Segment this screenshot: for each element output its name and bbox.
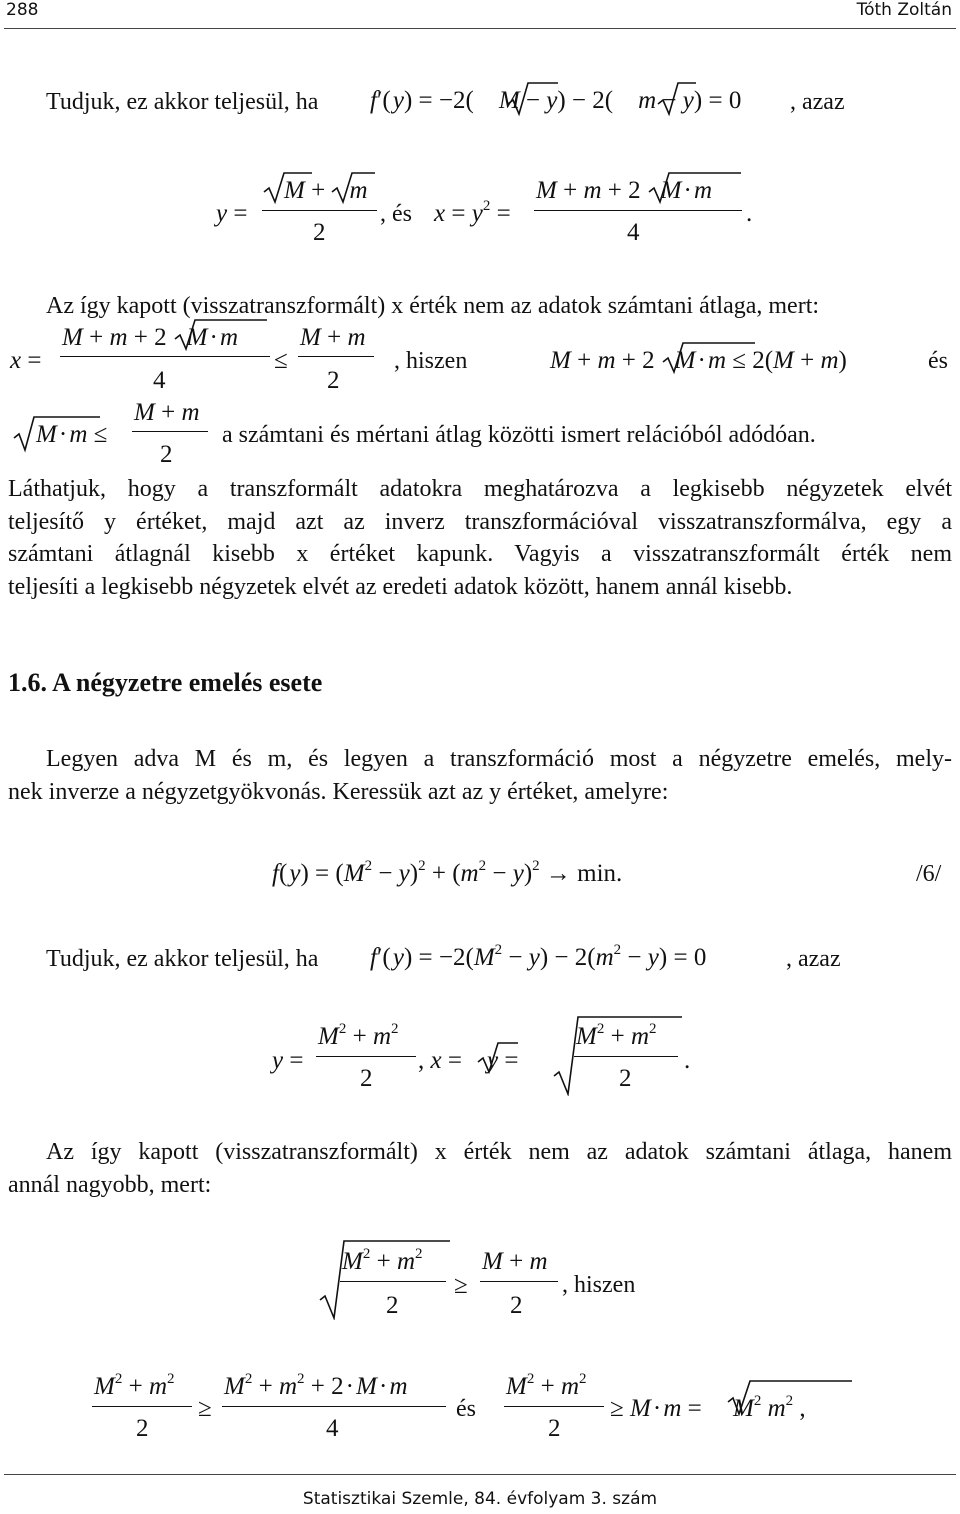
text-line: Láthatjuk, hogy a transzformált adatokra meghatározva a legkisebb négyzetek elvét: [8, 476, 952, 502]
fraction-bar: [534, 210, 742, 211]
math-y-equals: y =: [216, 200, 248, 227]
min-label: min.: [577, 860, 623, 887]
section-heading: 1.6. A négyzetre emelés esete: [8, 668, 323, 697]
fraction-bar: [480, 1281, 558, 1282]
numerator: M + m: [300, 324, 366, 351]
numerator: $M^2 + m^2$: [576, 1021, 657, 1050]
p8-tail-text: , azaz: [786, 946, 841, 972]
header-rule: [4, 28, 956, 29]
numerator: $M^2 + m^2 + 2$ · M · m: [224, 1371, 408, 1400]
sqrt-sign: [173, 317, 267, 353]
denominator: 2: [619, 1065, 632, 1092]
p11-es: és: [456, 1396, 476, 1422]
equation-derivative-1: f′( y) = −2( M − y) − 2( m − y) = 0: [370, 87, 742, 114]
math-sqrt-Mm: M · m ≤: [36, 421, 108, 448]
denominator: 2: [327, 367, 340, 394]
p10-hiszen: , hiszen: [562, 1272, 636, 1298]
numerator: M + m: [482, 1248, 548, 1275]
sqrt-sign: [506, 80, 558, 118]
denominator: 2: [136, 1415, 149, 1442]
fraction-bar: [222, 1406, 446, 1407]
math-am-gm: ≥ M · m = $M^2$ $m^2$ ,: [610, 1393, 806, 1422]
fraction-bar: [60, 356, 270, 357]
denominator: 2: [160, 441, 173, 468]
footer-rule: [4, 1474, 956, 1475]
math-x-equals: x =: [10, 347, 42, 374]
denominator: 4: [326, 1415, 339, 1442]
math-x-equals: $x = y^2$ =: [434, 198, 511, 227]
p1-tail-text: , azaz: [790, 89, 845, 115]
text-line: teljesítő y értéket, majd azt az inverz transzformációval visszatranszformálva, egy a: [8, 508, 952, 535]
sqrt-sign: [476, 1040, 518, 1076]
numerator: $M^2 + m^2$: [506, 1371, 587, 1400]
numerator: $M^2 + m^2$: [342, 1246, 423, 1275]
denominator: 2: [548, 1415, 561, 1442]
fraction-bar: [132, 431, 208, 432]
p8-lead-text: Tudjuk, ez akkor teljesül, ha: [46, 946, 319, 972]
leq-sign: ≤: [274, 347, 288, 374]
denominator: 2: [386, 1292, 399, 1319]
text-line: nek inverze a négyzetgyökvonás. Keressük azt az y értéket, amelyre:: [8, 778, 669, 805]
sqrt-sign: [647, 170, 741, 206]
paragraph-conclusion: [8, 473, 952, 603]
period: .: [746, 200, 753, 227]
sqrt-sign: [656, 80, 696, 118]
inequality: M + m + 2 M · m ≤ 2(M + m): [550, 347, 847, 374]
sqrt-sign: [262, 170, 312, 206]
numerator: M + m: [284, 177, 368, 204]
denominator: 2: [510, 1292, 523, 1319]
denominator: 2: [360, 1065, 373, 1092]
fraction-bar: [574, 1056, 678, 1057]
denominator: 2: [313, 219, 326, 246]
denominator: 4: [627, 219, 640, 246]
math-x-sqrt-y: , x = y =: [418, 1047, 519, 1074]
text-line: számtani átlagnál kisebb x értéket kapunk. Vagyis a visszatranszformált érték nem: [8, 541, 952, 567]
fraction-bar: [316, 1056, 416, 1057]
equation-number: /6/: [916, 861, 942, 887]
numerator: M + m + 2 M · m: [536, 177, 712, 204]
sqrt-sign: [661, 340, 755, 376]
denominator: 4: [153, 367, 166, 394]
p2-comma-es: , és: [380, 201, 412, 227]
p1-lead-text: Tudjuk, ez akkor teljesül, ha: [46, 89, 319, 115]
fraction-bar: [262, 210, 377, 211]
geq-sign: ≥: [454, 1272, 468, 1299]
geq-sign: ≥: [198, 1395, 212, 1422]
p4-es: és: [928, 348, 948, 374]
sqrt-sign: [330, 170, 375, 206]
paragraph-not-mean: [8, 1136, 952, 1201]
p4-hiszen: , hiszen: [394, 348, 468, 374]
text-line: annál nagyobb, mert:: [8, 1171, 212, 1198]
text-line: Az így kapott (visszatranszformált) x érték nem az adatok számtani átlaga, hanem: [46, 1139, 952, 1165]
p5-text: a számtani és mértani átlag közötti ismert relációból adódóan.: [222, 422, 816, 448]
fraction-bar: [340, 1281, 446, 1282]
fraction-bar: [298, 356, 374, 357]
numerator: M + m + 2 M · m: [62, 324, 238, 351]
text-line: Legyen adva M és m, és legyen a transzformáció most a négyzetre emelés, mely-: [46, 746, 952, 772]
running-author: Tóth Zoltán: [856, 0, 952, 20]
numerator: $M^2 + m^2$: [94, 1371, 175, 1400]
p3-text: Az így kapott (visszatranszformált) x érték nem az adatok számtani átlaga, mert:: [46, 293, 820, 319]
fraction-bar: [504, 1406, 604, 1407]
fraction-bar: [92, 1406, 192, 1407]
sqrt-sign: [726, 1378, 852, 1418]
equation-6: f( $y) = (M^2 - y)^2 + (m^2 - y)^2 \to \min$.: [272, 858, 623, 887]
math-y-equals: y =: [272, 1047, 304, 1074]
period: .: [684, 1047, 691, 1074]
page-number: 288: [6, 0, 39, 20]
equation-derivative-2: f′( $y) = -2(M^2 - y) - 2(m^2 - y) = 0$: [370, 942, 707, 971]
numerator: M + m: [134, 399, 200, 426]
journal-footer: Statisztikai Szemle, 84. évfolyam 3. szám: [302, 1489, 658, 1509]
running-header: [0, 0, 960, 28]
text-line: teljesíti a legkisebb négyzetek elvét az eredeti adatok között, hanem annál kisebb.: [8, 573, 793, 600]
paragraph-definition: [8, 743, 952, 808]
numerator: $M^2 + m^2$: [318, 1021, 399, 1050]
